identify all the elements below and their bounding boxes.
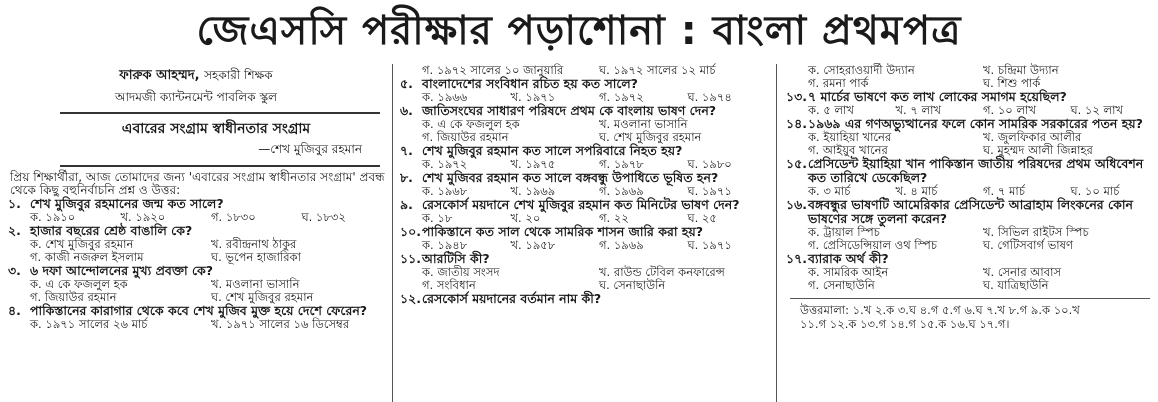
question-number: ৫. [400, 76, 413, 91]
question-text: প্রেসিডেন্ট ইয়াহিয়া খান পাকিস্তান জাতীয় পরিষদের প্রথম অধিবেশন কত তারিখে ডেকেছিল? [808, 156, 1144, 185]
question-text: পাকিস্তানে কত সাল থেকে সামরিক শাসন জারি করা হয়? [422, 224, 704, 239]
question-text: রেসকোর্স ময়দানে শেখ মুজিবুর রহমান কত মিনিটের ভাষণ দেন? [422, 197, 740, 212]
question [0, 264, 392, 278]
question [392, 252, 776, 266]
options [0, 238, 392, 264]
question-number: ৪. [8, 303, 21, 318]
question-list [0, 197, 392, 331]
question-text: ১৯৬৯ এর গণঅভ্যুত্থানের ফলে কোন সামরিক সরকারের পতন হয়? [808, 116, 1143, 131]
author-line [0, 66, 392, 87]
question-text: জাতিসংঘের সাধারণ পরিষদে প্রথম কে বাংলায় ভাষণ দেন? [422, 103, 717, 118]
option-row [808, 279, 1158, 292]
question [0, 224, 392, 238]
option: ক. জাতীয় সংসদ [422, 265, 500, 279]
question [392, 104, 776, 118]
option: ক. শেখ মুজিবুর রহমান [30, 237, 134, 251]
option-row [30, 318, 392, 331]
question-text: শেখ মুজিবর রহমান কত সালে বঙ্গবন্ধু উপাধিতে ভূষিত হন? [422, 170, 719, 185]
options [778, 226, 1158, 252]
options [778, 64, 1158, 90]
question-text: রেসকোর্স ময়দানের বর্তমান নাম কী? [422, 291, 602, 306]
options [0, 318, 392, 331]
option: ঘ. ভূপেন হাজারিকা [211, 250, 301, 264]
option: গ. জিয়াউর রহমান [422, 130, 509, 144]
question-number: ১৩. [786, 89, 807, 104]
option: গ. কাজী নজরুল ইসলাম [30, 250, 144, 264]
question-number: ১৪. [786, 116, 807, 131]
option: ঘ. শিশু পার্ক [983, 76, 1041, 90]
question [392, 171, 776, 185]
question [778, 252, 1158, 266]
intro-text: প্রিয় শিক্ষার্থীরা, আজ তোমাদের জন্য 'এবারের সংগ্রাম স্বাধীনতার সংগ্রাম' প্রবন্ধ থেকে কিছু বহুনির্বাচনি প্রশ্ন ও উত্তর: [10, 170, 385, 197]
question [0, 197, 392, 211]
option: ঘ. গেটিসবার্গ ভাষণ [983, 238, 1073, 252]
question-number: ১৭. [786, 251, 807, 266]
option: ঘ. যাত্রিছাউনি [983, 278, 1049, 292]
question [392, 225, 776, 239]
question-number: ১৫. [786, 156, 807, 171]
headline: জেএসসি পরীক্ষার পড়াশোনা : বাংলা প্রথমপত্র [196, 8, 962, 54]
section-title: এবারের সংগ্রাম স্বাধীনতার সংগ্রাম [121, 121, 311, 137]
option: খ. ১৯৭৫ [510, 157, 556, 171]
question-number: ১৬. [786, 197, 807, 212]
question-number: ১২. [400, 291, 421, 306]
option: গ. ১৮৩০ [211, 210, 256, 224]
option: খ. সিভিল রাইটস স্পিচ [983, 225, 1089, 239]
option: গ. ১৯৭৮ [599, 157, 644, 171]
option: ঘ. ১৯৭৪ [687, 90, 732, 104]
option: খ. ১৯৫৮ [510, 238, 556, 252]
answer-key-line-2: ১১.গ ১২.ক ১৩.গ ১৪.গ ১৫.ক ১৬.ঘ ১৭.গ। [800, 317, 1010, 331]
option: ক. ১৯৬৬ [422, 90, 468, 104]
question-number: ২. [8, 223, 21, 238]
option: ক. ১৯১০ [30, 210, 76, 224]
option: ঘ. ১৮৩২ [301, 210, 346, 224]
question-list [392, 77, 776, 306]
option: গ. রমনা পার্ক [808, 76, 869, 90]
option: গ. সেনাছাউনি [808, 278, 875, 292]
question [392, 77, 776, 91]
question-number: ৩. [8, 263, 21, 278]
question-text: আরটিসি কী? [422, 251, 490, 266]
question-number: ৬. [400, 103, 413, 118]
option: গ. ১৯৬৯ [599, 238, 644, 252]
option: ঘ. ১৯৮০ [687, 157, 732, 171]
question [778, 117, 1158, 131]
option: খ. ১৯৭১ [510, 90, 556, 104]
option: গ. ১৯৭২ [599, 90, 644, 104]
option: গ. সংবিধান [422, 278, 476, 292]
option: ঘ. ১৯৭১ [687, 184, 732, 198]
option: গ. ২২ [599, 211, 629, 225]
question-number: ১১. [400, 251, 421, 266]
option: গ. জিয়াউর রহমান [30, 290, 117, 304]
option: খ. ১৯২০ [120, 210, 166, 224]
question-text: ব্যারাক অর্থ কী? [808, 251, 889, 266]
option: ক. ৩ মার্চ [808, 184, 851, 198]
option: খ. ১৯৭১ সালের ১৬ ডিসেম্বর [211, 317, 350, 331]
column-3 [778, 64, 1158, 331]
option: খ. মওলানা ভাসানি [599, 117, 688, 131]
option: খ. রাউন্ড টেবিল কনফারেন্স [599, 265, 725, 279]
divider [60, 165, 380, 167]
option: ঘ. শেখ মুজিবুর রহমান [211, 290, 314, 304]
option: খ. চন্দ্রিমা উদ্যান [983, 63, 1059, 77]
question-text: শেখ মুজিবুর রহমানের জন্ম কত সালে? [30, 196, 224, 211]
option: ক. ১৯৭১ সালের ২৬ মার্চ [30, 317, 148, 331]
options [778, 131, 1158, 157]
option: ক. ১৯৪৮ [422, 238, 468, 252]
option: ঘ. ১০ মার্চ [1070, 184, 1120, 198]
divider [60, 112, 380, 114]
quote-author: —শেখ মুজিবুর রহমান [258, 142, 362, 156]
column-divider [776, 64, 777, 402]
option: ক. ৫ লাখ [808, 103, 854, 117]
continued-options [778, 64, 1158, 90]
question-text: বঙ্গবন্ধুর ভাষণটি আমেরিকার প্রেসিডেন্ট আব্রাহাম লিংকনের কোন ভাষণের সঙ্গে তুলনা করেন? [808, 197, 1133, 226]
options [392, 266, 776, 292]
option: ঘ. ২৫ [687, 211, 717, 225]
question-text: বাংলাদেশের সংবিধান রচিত হয় কত সালে? [422, 76, 638, 91]
option: খ. জুলফিকার আলীর [983, 130, 1082, 144]
author-role: সহকারী শিক্ষক [204, 68, 273, 82]
option: গ. ১০ লাখ [983, 103, 1036, 117]
option: ক. ১৮ [422, 211, 453, 225]
question [0, 304, 392, 318]
question-list [778, 90, 1158, 292]
question-text: ৬ দফা আন্দোলনের মুখ্য প্রবক্তা কে? [30, 263, 214, 278]
question [392, 144, 776, 158]
option: ক. এ কে ফজলুল হক [30, 277, 128, 291]
option: ক. ট্রায়াল স্পিচ [808, 225, 880, 239]
option: ক. সোহরাওয়ার্দী উদ্যান [808, 63, 915, 77]
options [392, 118, 776, 144]
column-2 [392, 64, 776, 306]
option: ঘ. ১২ লাখ [1070, 103, 1123, 117]
column-1 [0, 64, 392, 331]
option: ঘ. মুহম্মদ আলী জিন্নাহর [983, 143, 1093, 157]
option: গ. ১৯৭২ সালের ১০ জানুয়ারি [422, 63, 564, 77]
question [778, 90, 1158, 104]
option: ঘ. ১৯৭১ [687, 238, 732, 252]
option: খ. মওলানা ভাসানি [211, 277, 300, 291]
option: ক. ইয়াহিয়া খানের [808, 130, 892, 144]
author-name: ফারুক আহম্মদ, [119, 68, 200, 83]
question [778, 198, 1158, 226]
option: ক. সামরিক আইন [808, 265, 889, 279]
author-school: আদমজী ক্যান্টনমেন্ট পাবলিক স্কুল [114, 90, 278, 104]
option: খ. ৭ লাখ [895, 103, 941, 117]
question-text: শেখ মুজিবুর রহমান কত সালে সপরিবারে নিহত হয়? [422, 143, 683, 158]
question [778, 157, 1158, 185]
question-text: হাজার বছরের শ্রেষ্ঠ বাঙালি কে? [30, 223, 193, 238]
question-text: পাকিস্তানের কারাগার থেকে কবে শেখ মুজিব মুক্ত হয়ে দেশে ফেরেন? [30, 303, 368, 318]
option: ঘ. ১৯৭২ সালের ১২ মার্চ [599, 63, 716, 77]
answer-key-line-1: উত্তরমালা: ১.খ ২.ক ৩.ঘ ৪.গ ৫.গ ৬.ঘ ৭.খ ৮.গ ৯.ক ১০.খ [800, 303, 1080, 317]
question [392, 198, 776, 212]
question-number: ৯. [400, 197, 413, 212]
options [778, 266, 1158, 292]
option: খ. রবীন্দ্রনাথ ঠাকুর [211, 237, 297, 251]
question-text: ৭ মার্চের ভাষণে কত লাখ লোকের সমাগম হয়েছিল? [808, 89, 1067, 104]
question-number: ১০. [400, 224, 421, 239]
question [392, 292, 776, 306]
option: খ. ১৯৬৯ [510, 184, 556, 198]
question-number: ৮. [400, 170, 413, 185]
option: খ. ২০ [510, 211, 541, 225]
option: খ. ৪ মার্চ [895, 184, 938, 198]
option: ক. ১৯৭২ [422, 157, 468, 171]
option: গ. প্রেসিডেন্সিয়াল ওথ স্পিচ [808, 238, 937, 252]
option: ঘ. সেনাছাউনি [599, 278, 666, 292]
question-number: ৭. [400, 143, 413, 158]
option: গ. ১৯৬৯ [599, 184, 644, 198]
option: গ. আইয়ুব খানের [808, 143, 888, 157]
option: খ. সেনার আবাস [983, 265, 1062, 279]
option: গ. ৭ মার্চ [983, 184, 1025, 198]
options [0, 278, 392, 304]
divider [790, 298, 1150, 299]
question-number: ১. [8, 196, 21, 211]
option: ক. এ কে ফজলুল হক [422, 117, 520, 131]
option: ক. ১৯৬৮ [422, 184, 468, 198]
option: ঘ. শেখ মুজিবুর রহমান [599, 130, 702, 144]
